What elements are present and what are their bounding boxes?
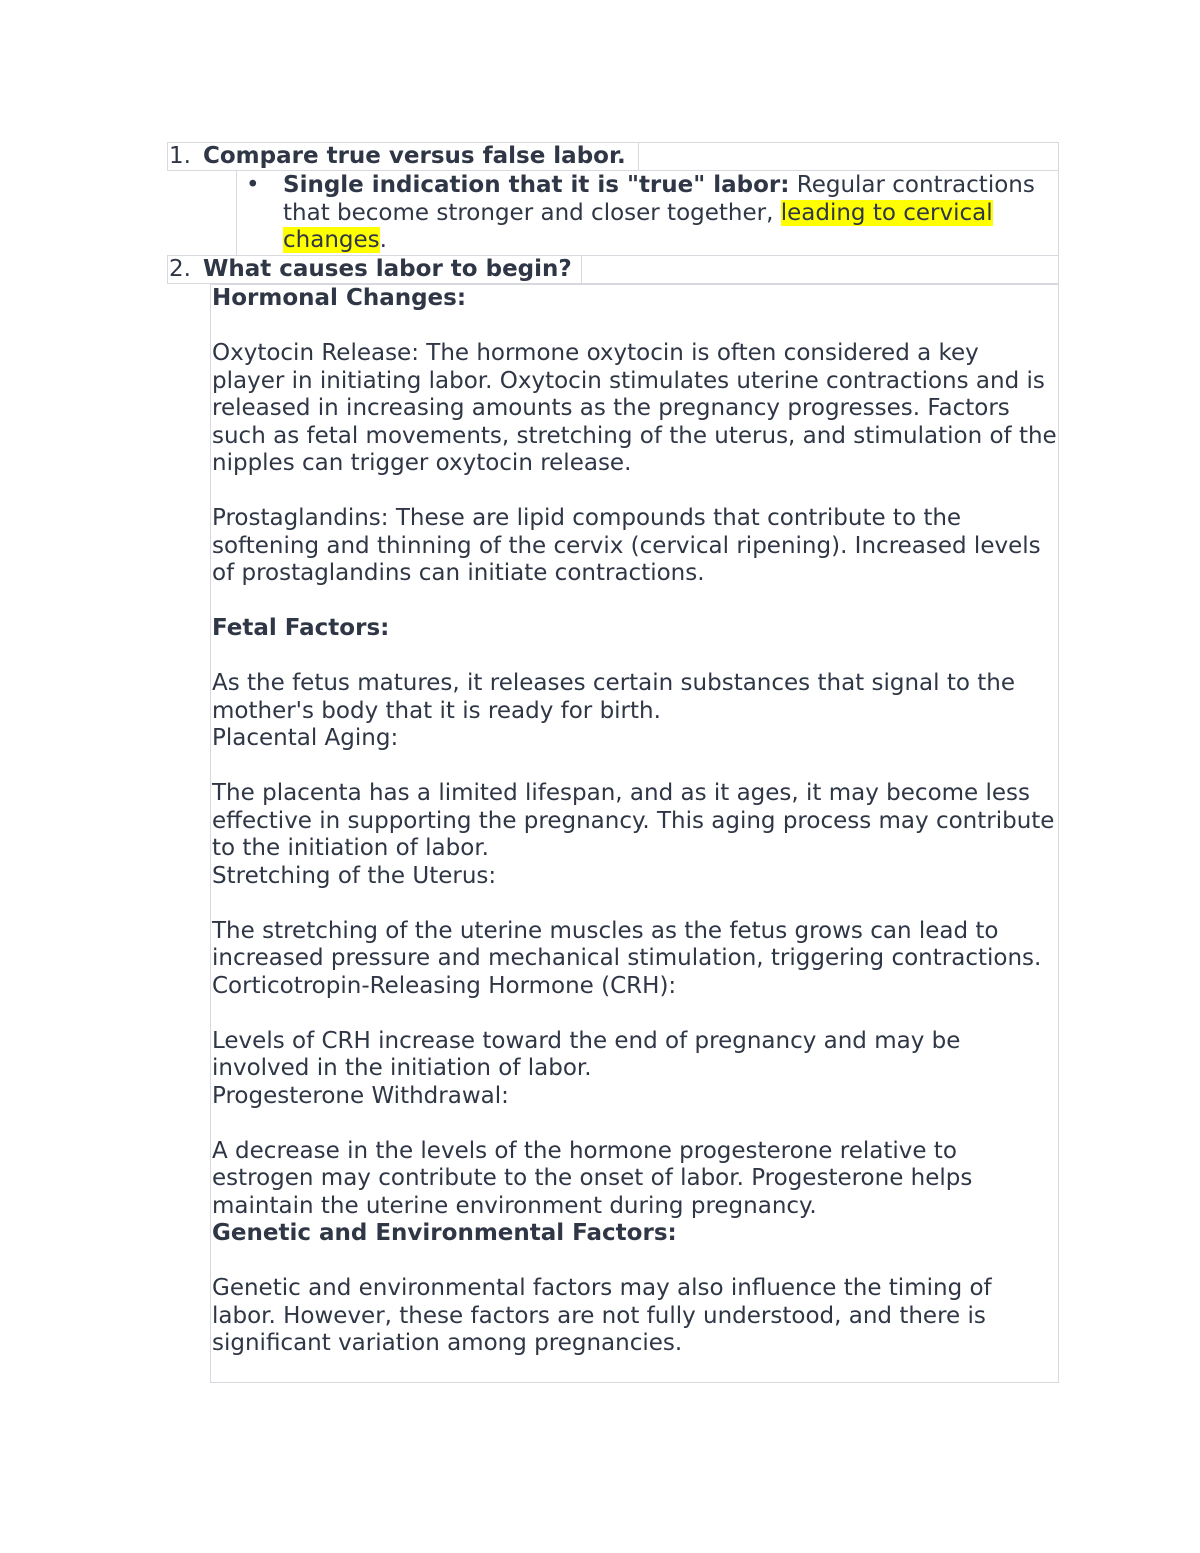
- placental-paragraph: The placenta has a limited lifespan, and as it ages, it may become less effective in supporting the pregnancy. This aging process may contribute to the initiation of labor.: [212, 780, 1055, 861]
- question-1: [169, 143, 626, 170]
- question-2: [169, 256, 572, 283]
- true-labor-end: .: [379, 227, 387, 253]
- question-2-label: What causes labor to begin?: [203, 256, 572, 282]
- placental-heading: Placental Aging:: [212, 725, 399, 751]
- stretching-heading: Stretching of the Uterus:: [212, 862, 497, 889]
- progesterone-paragraph: A decrease in the levels of the hormone progesterone relative to estrogen may contribute to the onset of labor. Progesterone helps maintain the uterine environment during pregnancy.: [212, 1137, 973, 1219]
- true-labor-lead: Single indication that it is "true" labor:: [283, 172, 790, 198]
- fetal-heading: Fetal Factors:: [212, 615, 390, 641]
- question-1-label: Compare true versus false labor.: [203, 143, 626, 169]
- crh-paragraph: Levels of CRH increase toward the end of pregnancy and may be involved in the initiation of labor.: [212, 1027, 961, 1081]
- highlighted-text: leading to cervical changes: [283, 199, 993, 253]
- stretching-paragraph: The stretching of the uterine muscles as the fetus grows can lead to increased pressure and mechanical stimulation, triggering contractions.: [212, 917, 1042, 971]
- genetic-paragraph: Genetic and environmental factors may also influence the timing of labor. However, these factors are not fully understood, and there is significant variation among pregnancies.: [212, 1275, 992, 1356]
- hormonal-heading: Hormonal Changes:: [212, 285, 467, 311]
- progesterone-heading: Progesterone Withdrawal:: [212, 1082, 509, 1109]
- question-1-answer: [283, 172, 1058, 255]
- question-2-answer: [212, 285, 1057, 1358]
- oxytocin-paragraph: Oxytocin Release: The hormone oxytocin is often considered a key player in initiating labor. Oxytocin stimulates uterine contractions and is released in increasing amounts as the pregnancy progresses. Factors such as fetal movements, stretching of the uterus, and stimulation of the nipples can trigger oxytocin release.: [212, 340, 1057, 476]
- question-1-number: 1.: [169, 143, 191, 169]
- genetic-heading: Genetic and Environmental Factors:: [212, 1220, 677, 1246]
- true-labor-text: Regular contractions that become stronger and closer together,: [283, 172, 1035, 226]
- fetal-paragraph: As the fetus matures, it releases certain substances that signal to the mother's body that it is ready for birth.: [212, 670, 1015, 724]
- crh-heading: Corticotropin-Releasing Hormone (CRH):: [212, 972, 677, 999]
- question-2-number: 2.: [169, 256, 191, 282]
- bullet-icon: •: [246, 172, 260, 198]
- prostaglandins-paragraph: Prostaglandins: These are lipid compounds that contribute to the softening and thinning of the cervix (cervical ripening). Increased levels of prostaglandins can initiate contractions.: [212, 505, 1041, 586]
